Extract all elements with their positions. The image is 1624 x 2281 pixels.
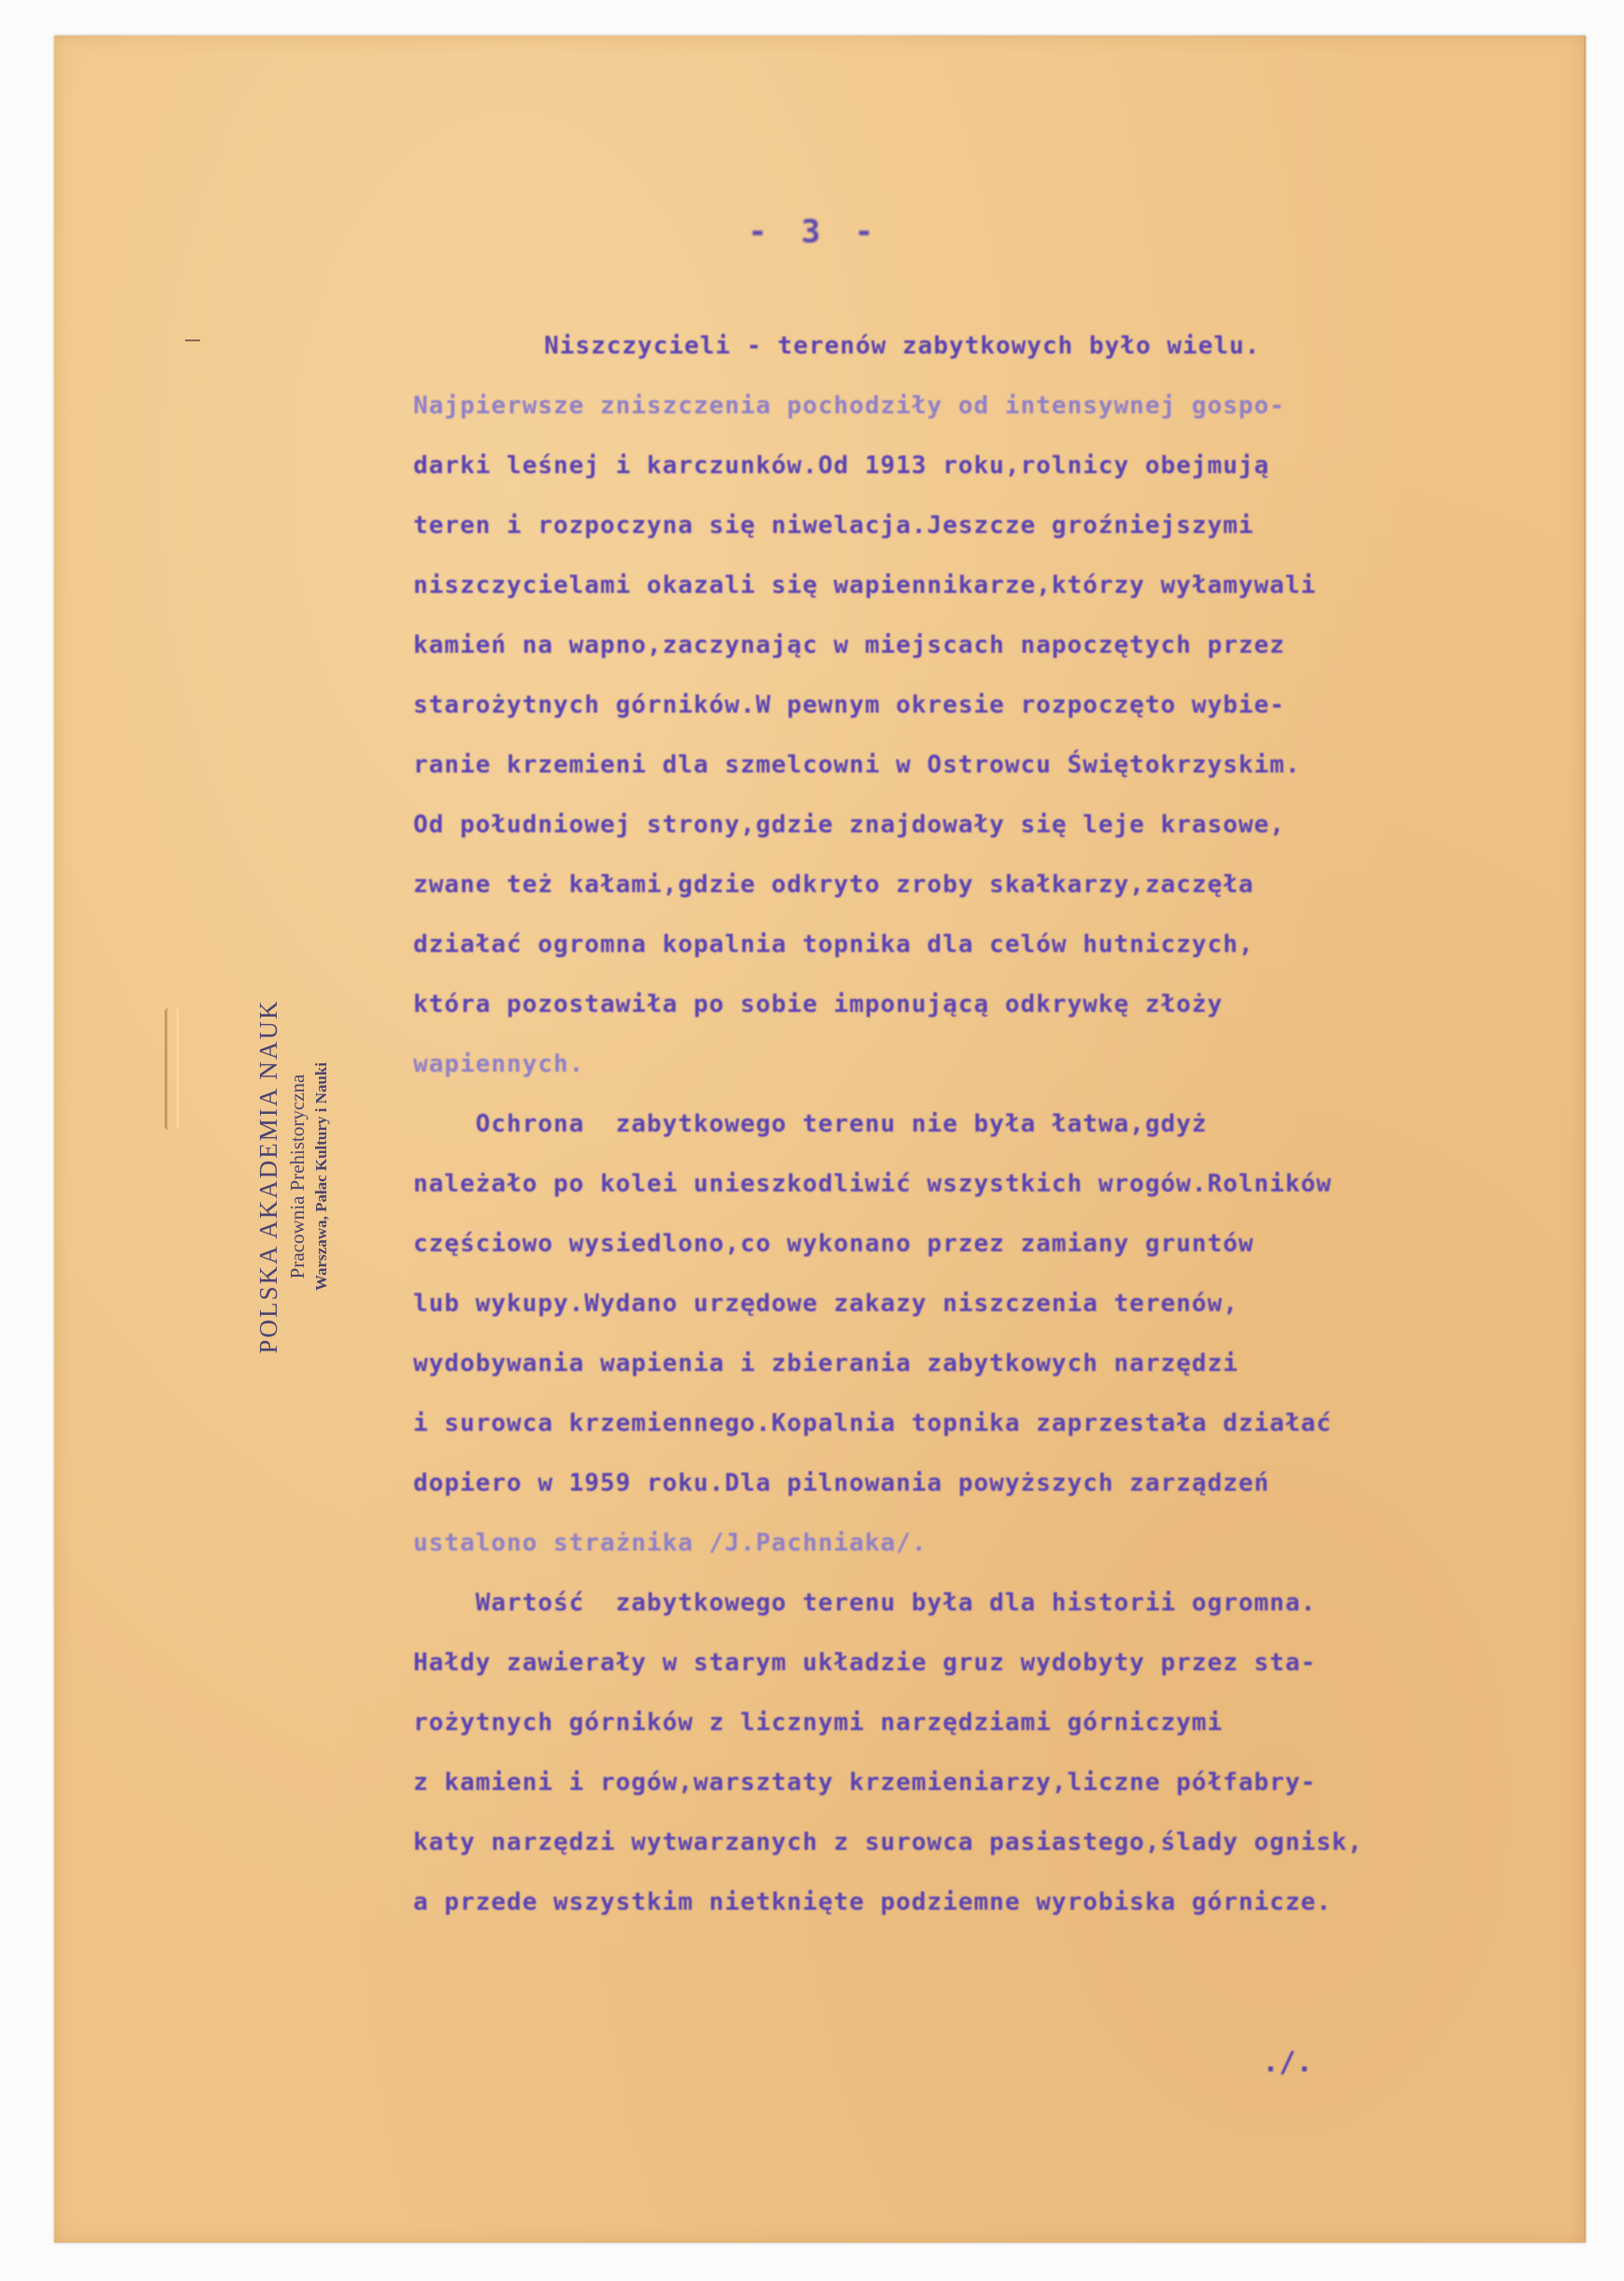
text-line: ustalono strażnika /J.Pachniaka/. — [413, 1529, 927, 1557]
margin-tick-mark — [185, 339, 200, 341]
text-line: ranie krzemieni dla szmelcowni w Ostrowcu Świętokrzyskim. — [413, 751, 1301, 779]
staple-mark — [165, 1008, 179, 1130]
text-line: wapiennych. — [413, 1050, 585, 1078]
text-line: Niszczycieli - terenów zabytkowych było wielu. — [544, 332, 1261, 360]
text-line: Wartość zabytkowego terenu była dla historii ogromna. — [413, 1589, 1316, 1617]
text-line: dopiero w 1959 roku.Dla pilnowania powyższych zarządzeń — [413, 1469, 1270, 1497]
stamp-department: Pracownia Prehistoryczna — [286, 1074, 309, 1279]
text-line: z kamieni i rogów,warsztaty krzemieniarzy,liczne półfabry- — [413, 1768, 1316, 1797]
continuation-mark: ./. — [1262, 2046, 1314, 2079]
text-line: Od południowej strony,gdzie znajdowały się leje krasowe, — [413, 811, 1286, 839]
page-number: - 3 - — [748, 213, 882, 251]
text-line: darki leśnej i karczunków.Od 1913 roku,rolnicy obejmują — [413, 452, 1270, 480]
text-line: należało po kolei unieszkodliwić wszystkich wrogów.Rolników — [413, 1170, 1332, 1198]
text-line: która pozostawiła po sobie imponującą odkrywkę złoży — [413, 990, 1223, 1018]
document-page — [54, 36, 1586, 2243]
text-line: Hałdy zawierały w starym układzie gruz wydobyty przez sta- — [413, 1649, 1316, 1677]
text-line: lub wykupy.Wydano urzędowe zakazy niszczenia terenów, — [413, 1290, 1239, 1318]
text-line: Najpierwsze zniszczenia pochodziły od intensywnej gospo- — [413, 392, 1286, 420]
text-line: a przede wszystkim nietknięte podziemne wyrobiska górnicze. — [413, 1888, 1332, 1916]
stamp-address: Warszawa, Pałac Kultury i Nauki — [312, 1061, 330, 1292]
text-line: zwane też kałami,gdzie odkryto zroby skałkarzy,zaczęła — [413, 871, 1255, 899]
stamp-institution-name: POLSKA AKADEMIA NAUK — [254, 999, 282, 1354]
typed-body-text — [413, 316, 1516, 1932]
text-line: kamień na wapno,zaczynając w miejscach napoczętych przez — [413, 631, 1286, 659]
text-line: częściowo wysiedlono,co wykonano przez zamiany gruntów — [413, 1230, 1255, 1258]
text-line: i surowca krzemiennego.Kopalnia topnika zaprzestała działać — [413, 1409, 1332, 1437]
text-line: katy narzędzi wytwarzanych z surowca pasiastego,ślady ognisk, — [413, 1828, 1363, 1856]
text-line: niszczycielami okazali się wapiennikarze,którzy wyłamywali — [413, 571, 1316, 599]
text-line: teren i rozpoczyna się niwelacja.Jeszcze groźniejszymi — [413, 512, 1255, 540]
text-line: starożytnych górników.W pewnym okresie rozpoczęto wybie- — [413, 691, 1286, 719]
text-line: wydobywania wapienia i zbierania zabytkowych narzędzi — [413, 1350, 1239, 1378]
text-line: rożytnych górników z licznymi narzędziami górniczymi — [413, 1709, 1223, 1737]
text-line: Ochrona zabytkowego terenu nie była łatwa,gdyż — [413, 1110, 1208, 1138]
text-line: działać ogromna kopalnia topnika dla celów hutniczych, — [413, 931, 1255, 959]
